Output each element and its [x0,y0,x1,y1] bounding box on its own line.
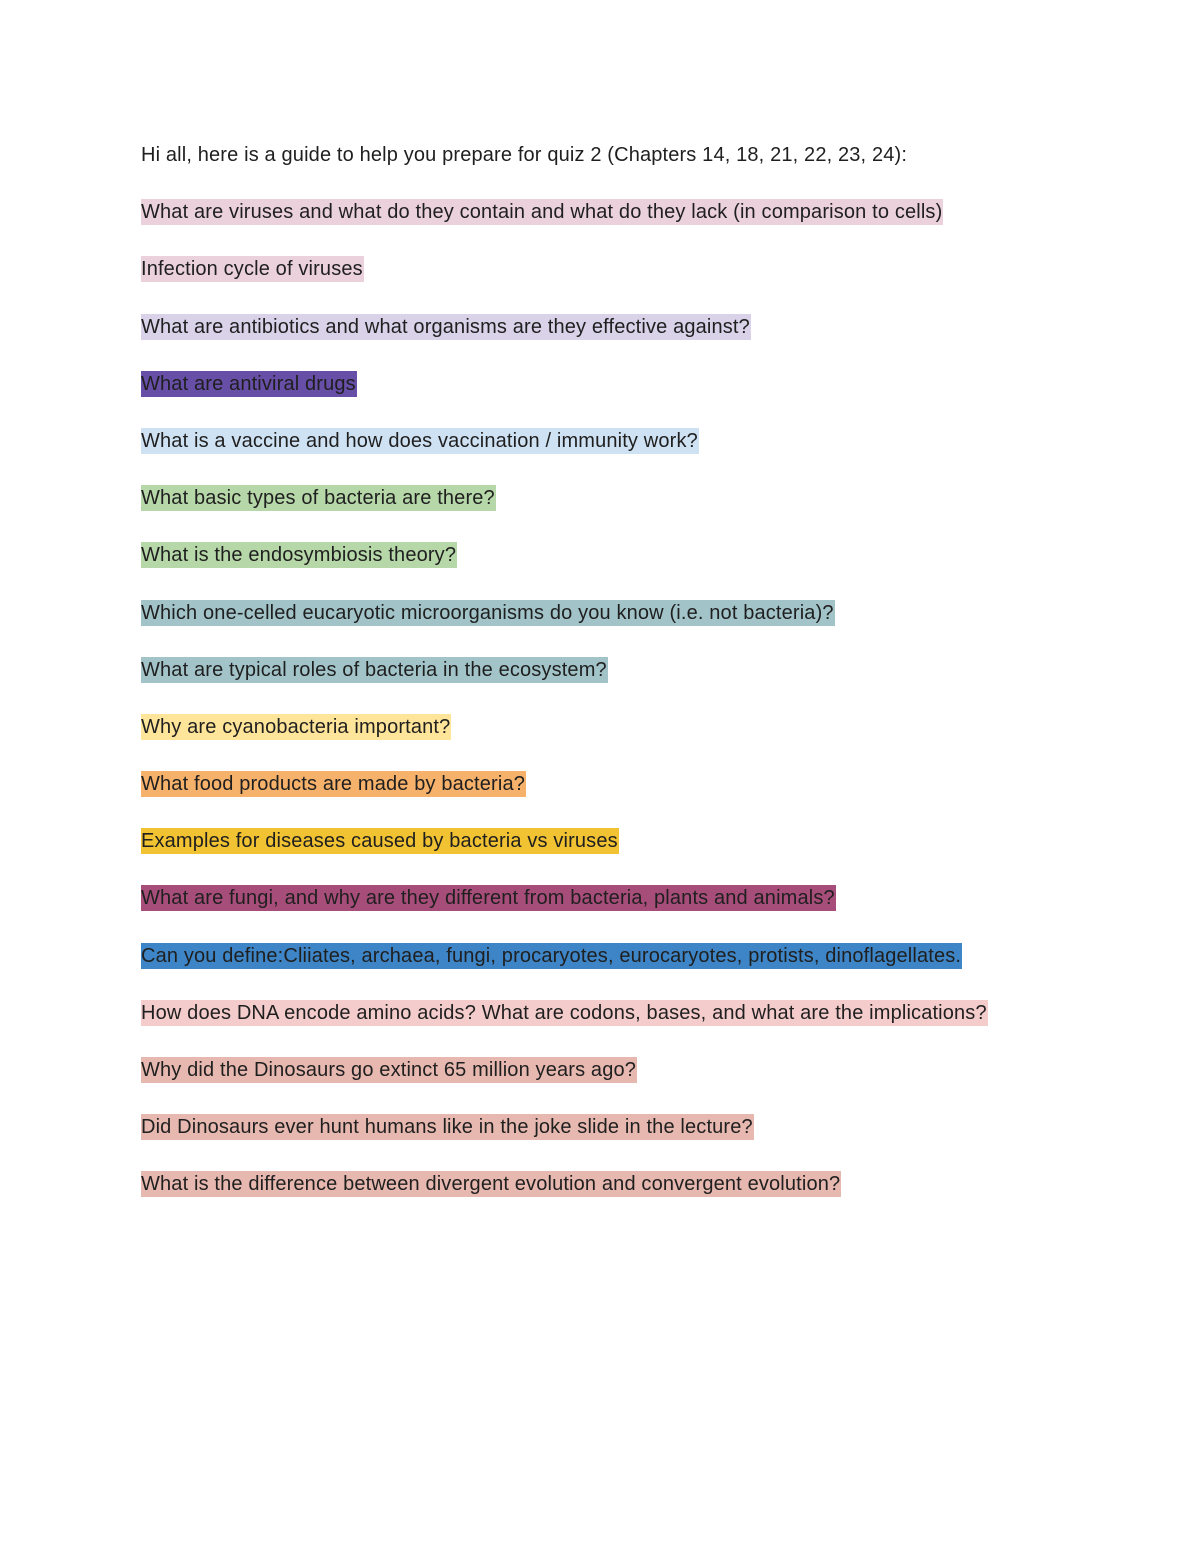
question-item [141,540,1081,597]
question-item [141,426,1081,483]
question-item [141,598,1081,655]
question-item [141,826,1081,883]
highlighted-question-text: Which one-celled eucaryotic microorganisms do you know (i.e. not bacteria)? [141,601,834,624]
question-item [141,998,1081,1055]
question-item [141,769,1081,826]
highlighted-question-text: What are fungi, and why are they different from bacteria, plants and animals? [141,887,835,910]
question-item [141,1055,1081,1112]
question-item [141,483,1081,540]
question-item [141,712,1081,769]
highlighted-question-text: What are viruses and what do they contain and what do they lack (in comparison to cells) [141,201,943,224]
question-item [141,1169,1081,1226]
question-item [141,254,1081,311]
highlighted-question-text: What are antibiotics and what organisms are they effective against? [141,315,750,338]
highlighted-question-text: What basic types of bacteria are there? [141,487,495,510]
question-item [141,941,1081,998]
document-body [141,140,1081,1227]
highlighted-question-text: Infection cycle of viruses [141,258,363,281]
highlighted-question-text: What food products are made by bacteria? [141,773,525,796]
question-item [141,197,1081,254]
question-item [141,655,1081,712]
highlighted-question-text: What are typical roles of bacteria in the ecosystem? [141,658,607,681]
highlighted-question-text: Examples for diseases caused by bacteria vs viruses [141,830,618,853]
highlighted-question-text: What is a vaccine and how does vaccination / immunity work? [141,429,698,452]
question-list [141,197,1081,1226]
highlighted-question-text: Can you define:Cliiates, archaea, fungi, procaryotes, eurocaryotes, protists, dinoflagellates. [141,944,962,967]
highlighted-question-text: Why are cyanobacteria important? [141,715,451,738]
highlighted-question-text: What is the endosymbiosis theory? [141,544,457,567]
question-item [141,883,1081,940]
highlighted-question-text: What are antiviral drugs [141,372,356,395]
intro-text: Hi all, here is a guide to help you prepare for quiz 2 (Chapters 14, 18, 21, 22, 23, 24): [141,144,908,166]
intro-paragraph [141,140,1081,197]
highlighted-question-text: Why did the Dinosaurs go extinct 65 million years ago? [141,1059,637,1081]
highlighted-question-text: What is the difference between divergent evolution and convergent evolution? [141,1173,841,1196]
question-item [141,312,1081,369]
question-item [141,369,1081,426]
question-item [141,1112,1081,1169]
highlighted-question-text: How does DNA encode amino acids? What are codons, bases, and what are the implications? [141,1001,987,1024]
highlighted-question-text: Did Dinosaurs ever hunt humans like in the joke slide in the lecture? [141,1116,753,1139]
